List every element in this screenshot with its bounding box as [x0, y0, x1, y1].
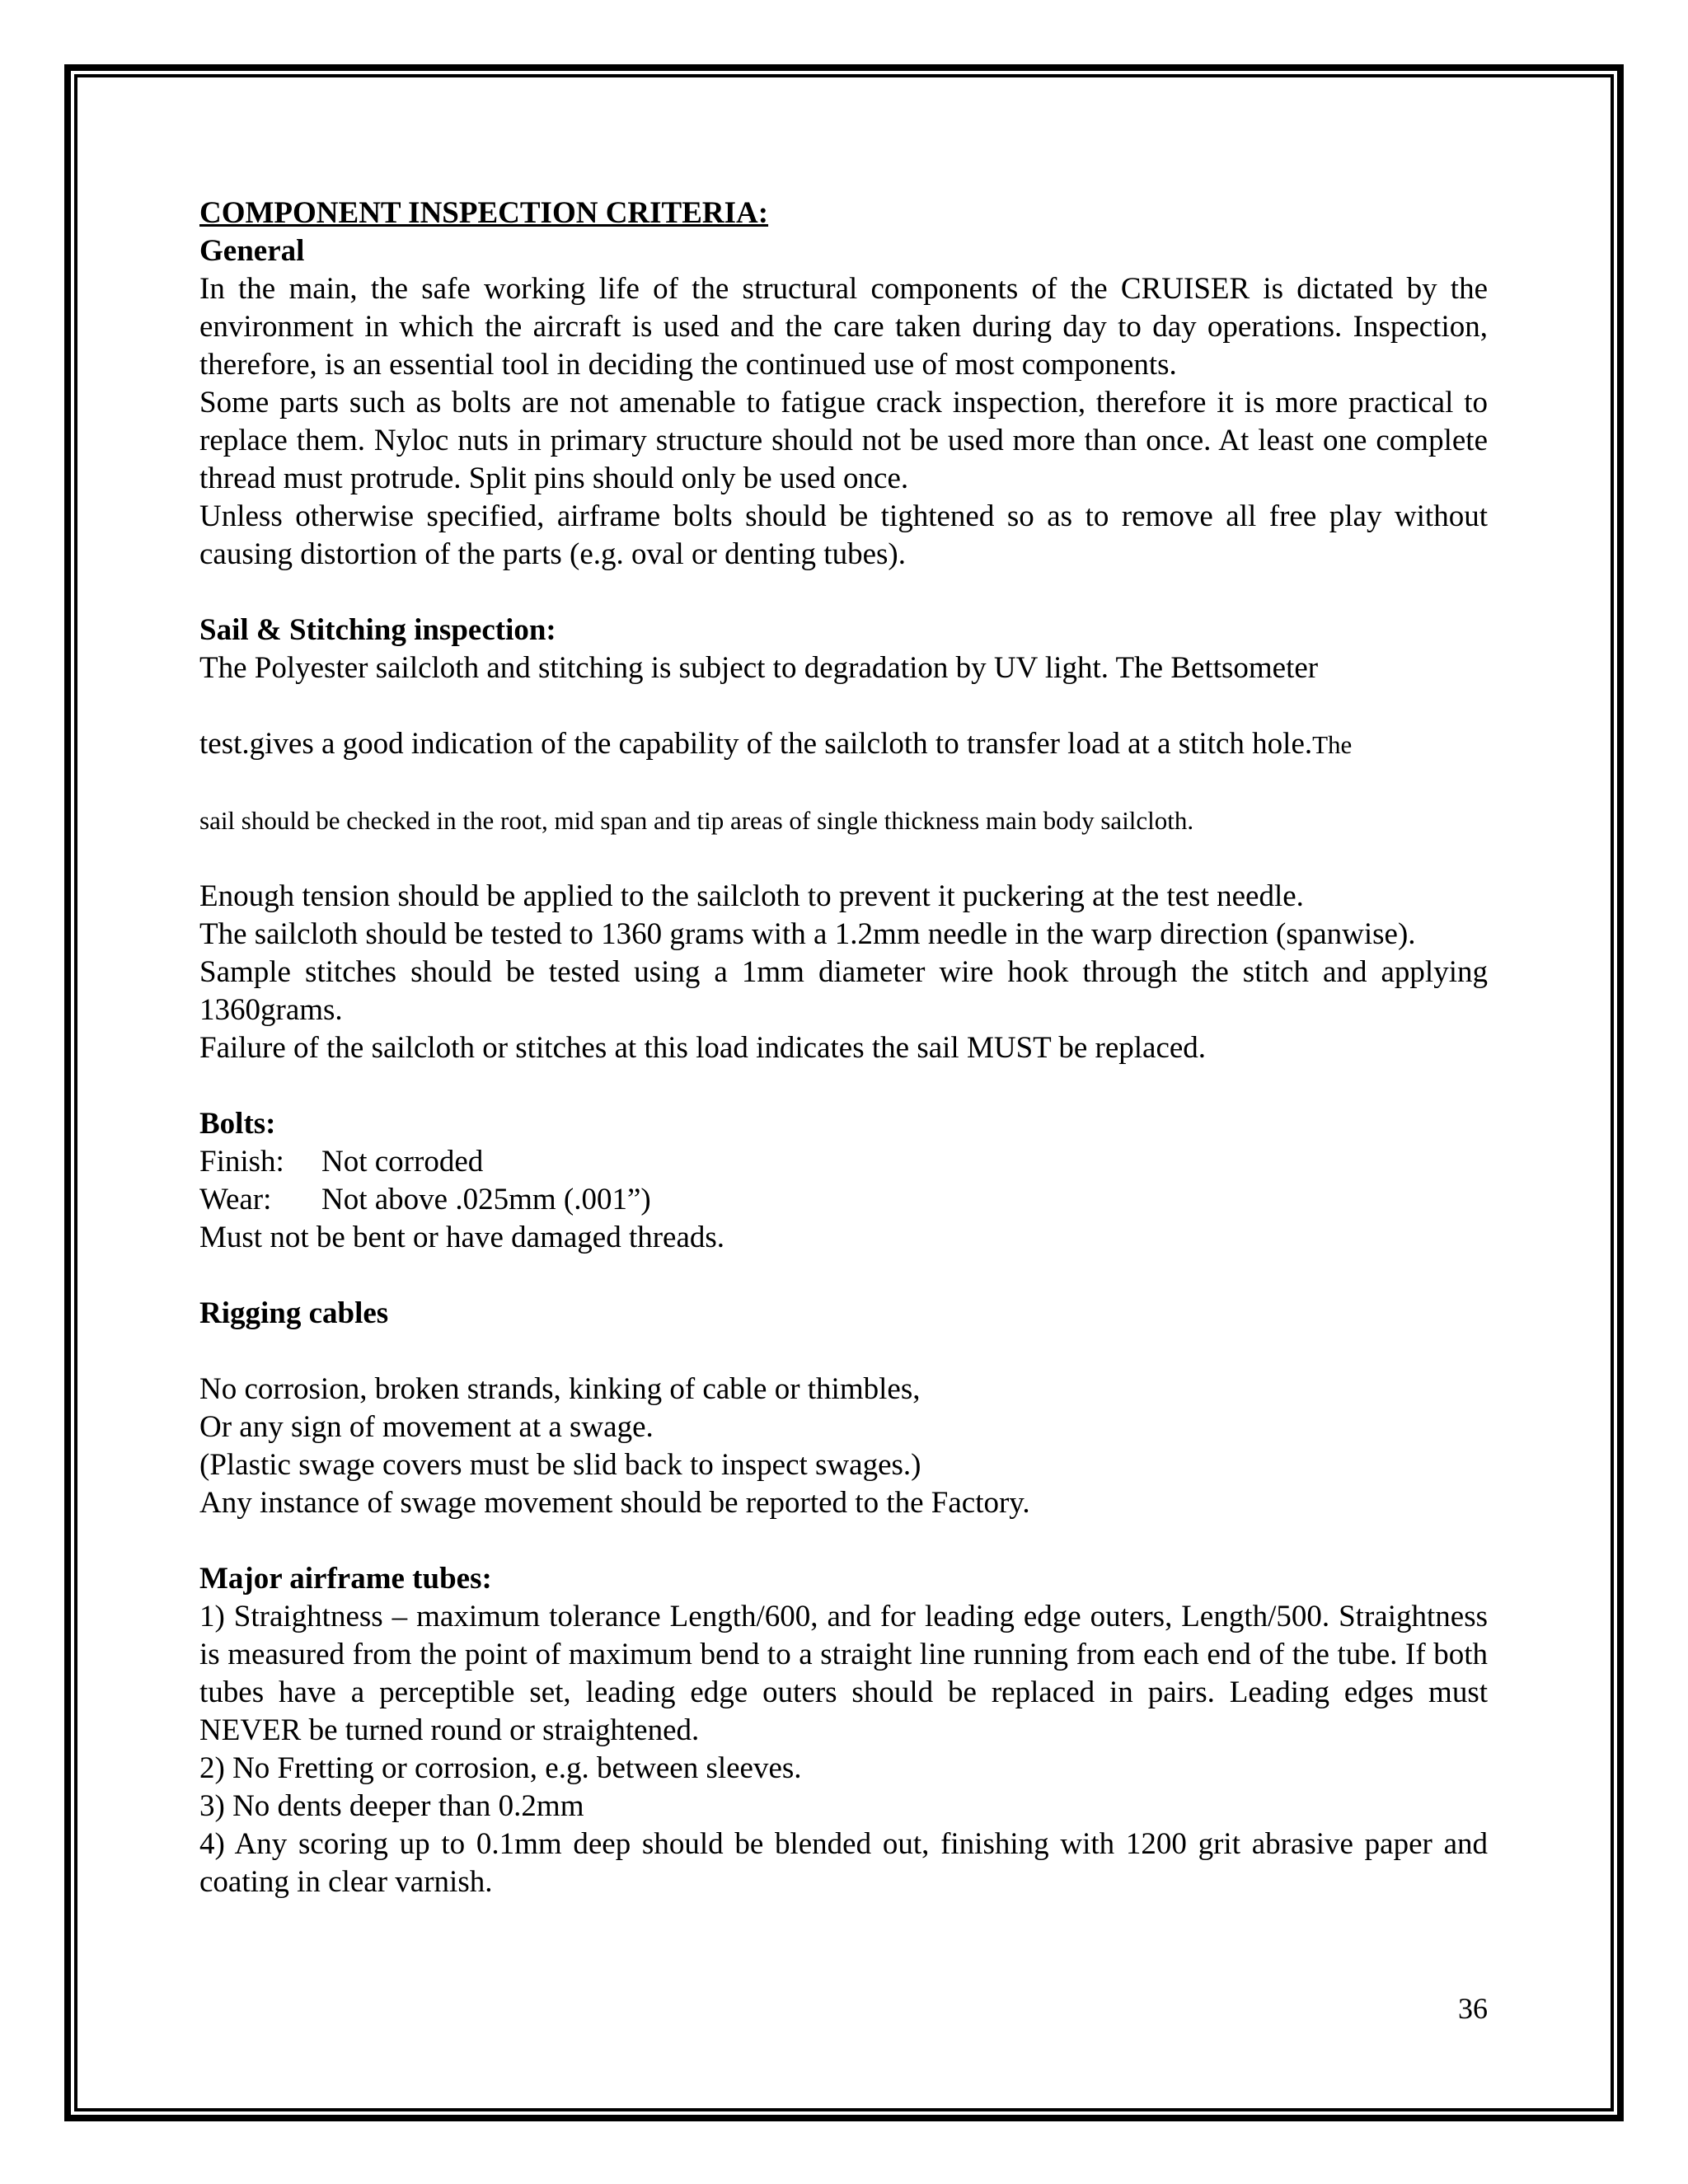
tubes-item: 2) No Fretting or corrosion, e.g. between sleeves. — [199, 1751, 802, 1785]
bolts-wear-value: Not above .025mm (.001”) — [321, 1183, 651, 1216]
bolts-note: Must not be bent or have damaged threads. — [199, 1221, 725, 1254]
page-number: 36 — [1458, 1992, 1488, 2025]
rigging-line: Any instance of swage movement should be reported to the Factory. — [199, 1486, 1030, 1520]
bolts-heading: Bolts: — [199, 1107, 276, 1141]
sail-line-2-small: The — [1312, 730, 1353, 759]
section-general — [199, 232, 1488, 574]
section-bolts — [199, 1105, 1488, 1257]
bolts-finish-row — [199, 1143, 1488, 1181]
sail-line-2 — [199, 725, 1488, 764]
section-sail — [199, 612, 1488, 1067]
spacer — [199, 574, 1488, 612]
general-heading: General — [199, 234, 305, 268]
sail-line-1: The Polyester sailcloth and stitching is subject to degradation by UV light. The Bettsometer — [199, 651, 1319, 685]
spacer — [199, 1257, 1488, 1295]
page-title: COMPONENT INSPECTION CRITERIA: — [199, 196, 769, 230]
sail-paragraph-5: The sailcloth should be tested to 1360 grams with a 1.2mm needle in the warp direction (spanwise). — [199, 917, 1416, 951]
rigging-line: Or any sign of movement at a swage. — [199, 1410, 654, 1444]
sail-line-2-text: test.gives a good indication of the capability of the sailcloth to transfer load at a stitch hole. — [199, 727, 1313, 761]
sail-paragraph-4: Enough tension should be applied to the sailcloth to prevent it puckering at the test needle. — [199, 879, 1304, 913]
spacer — [199, 687, 1488, 725]
bolts-wear-label: Wear: — [199, 1183, 272, 1216]
tubes-item: 3) No dents deeper than 0.2mm — [199, 1789, 584, 1823]
rigging-line: No corrosion, broken strands, kinking of cable or thimbles, — [199, 1372, 921, 1406]
spacer — [199, 1522, 1488, 1560]
section-tubes — [199, 1560, 1488, 1901]
tubes-heading: Major airframe tubes: — [199, 1562, 492, 1596]
spacer — [199, 840, 1488, 878]
sail-paragraph-7: Failure of the sailcloth or stitches at this load indicates the sail MUST be replaced. — [199, 1031, 1207, 1065]
general-paragraph-2: Some parts such as bolts are not amenable to fatigue crack inspection, therefore it is more practical to replace them. Nyloc nuts in primary structure should not be used more than once. At least one complete thread must protrude. Split pins should only be used once. — [199, 386, 1488, 495]
sail-heading: Sail & Stitching inspection: — [199, 613, 556, 647]
rigging-line: (Plastic swage covers must be slid back to inspect swages.) — [199, 1448, 921, 1482]
sail-paragraph-6: Sample stitches should be tested using a 1mm diameter wire hook through the stitch and applying 1360grams. — [199, 955, 1488, 1027]
tubes-item: 4) Any scoring up to 0.1mm deep should be blended out, finishing with 1200 grit abrasive paper and coating in clear varnish. — [199, 1827, 1488, 1899]
document-body — [199, 194, 1488, 1901]
general-paragraph-1: In the main, the safe working life of the structural components of the CRUISER is dictated by the environment in which the aircraft is used and the care taken during day to day operations. Inspection, therefore, is an essential tool in deciding the continued use of most components. — [199, 272, 1488, 382]
bolts-finish-value: Not corroded — [321, 1145, 484, 1179]
sail-line-3: sail should be checked in the root, mid span and tip areas of single thickness main body sailcloth. — [199, 806, 1194, 835]
tubes-item: 1) Straightness – maximum tolerance Length/600, and for leading edge outers, Length/500. Straightness is measured from the point of maximum bend to a straight line running from each end of the tube. If both tubes have a perceptible set, leading edge outers should be replaced in pairs. Leading edges must NEVER be turned round or straightened. — [199, 1600, 1488, 1747]
bolts-finish-label: Finish: — [199, 1145, 284, 1179]
spacer — [199, 1333, 1488, 1371]
spacer — [199, 764, 1488, 802]
spacer — [199, 1067, 1488, 1105]
general-paragraph-3: Unless otherwise specified, airframe bolts should be tightened so as to remove all free play without causing distortion of the parts (e.g. oval or denting tubes). — [199, 499, 1488, 571]
rigging-heading: Rigging cables — [199, 1296, 389, 1330]
section-rigging — [199, 1295, 1488, 1522]
bolts-wear-row — [199, 1181, 1488, 1219]
